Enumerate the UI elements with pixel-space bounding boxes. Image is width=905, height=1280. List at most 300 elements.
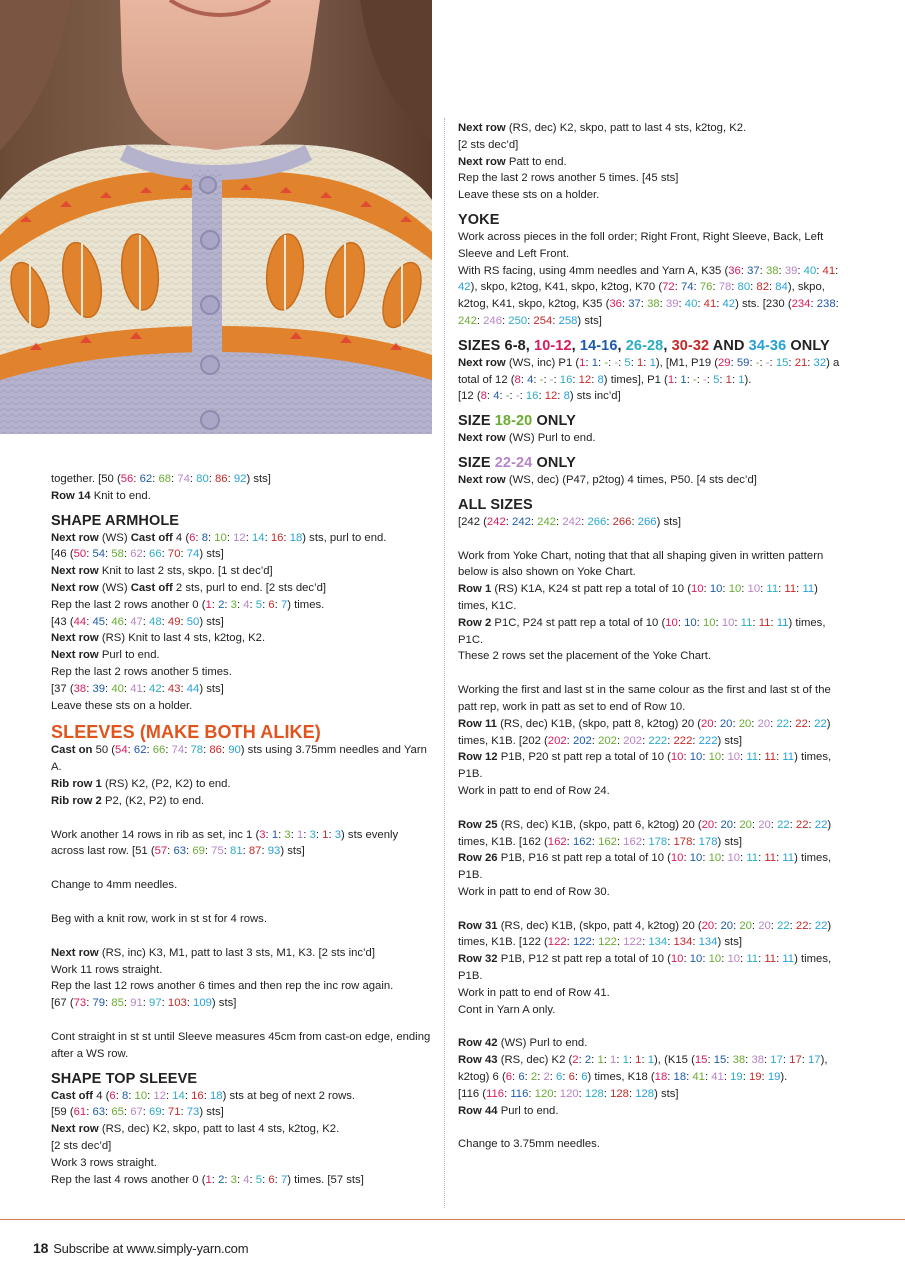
- size-value: 246: [483, 314, 502, 327]
- text-run: :: [686, 373, 693, 386]
- size-value: 242: [486, 515, 506, 528]
- size-value: 11: [802, 583, 815, 596]
- size-value: 39: [92, 682, 106, 695]
- size-value: 11: [758, 616, 771, 629]
- pattern-paragraph: [458, 154, 842, 171]
- size-value: 2: [572, 1054, 579, 1067]
- text-run: :: [721, 751, 728, 764]
- pattern-paragraph: [458, 1002, 842, 1019]
- size-value: 91: [130, 997, 143, 1010]
- size-value: 222: [673, 734, 693, 747]
- text-run: :: [778, 583, 785, 596]
- size-value: 18: [673, 1071, 687, 1084]
- size-value: 1: [205, 598, 212, 611]
- size-value: 65: [111, 1106, 124, 1119]
- text-run: :: [591, 734, 599, 747]
- text-run: :: [171, 473, 178, 485]
- size-value: 258: [558, 314, 578, 327]
- text-run: :: [715, 616, 722, 629]
- text-run: :: [142, 682, 150, 695]
- text-run: ) times, K1B. [122 (: [458, 919, 832, 949]
- text-run: ) times, K1C.: [458, 583, 818, 612]
- text-run: :: [562, 1071, 569, 1084]
- text-run: :: [165, 1089, 173, 1102]
- text-run: [43 (: [51, 615, 74, 628]
- size-value: 26-28: [625, 337, 664, 354]
- text-run: Work from Yoke Chart, noting that that all shaping given in written pattern below is also shown on Yoke Chart.: [458, 549, 824, 579]
- text-run: :: [640, 298, 648, 311]
- pattern-paragraph: [51, 827, 433, 861]
- text-run: :: [782, 1054, 790, 1067]
- text-run: :: [667, 1071, 674, 1084]
- size-value: 62: [130, 548, 143, 561]
- size-value: 71: [167, 1106, 181, 1119]
- text-run: (RS) K1A, K24 st patt rep a total of 10 (: [491, 583, 691, 596]
- row-label: Row 44: [458, 1104, 498, 1117]
- size-value: 178: [698, 835, 718, 848]
- text-run: :: [835, 264, 839, 277]
- size-value: 20: [701, 919, 715, 932]
- size-value: 10-12: [534, 337, 572, 354]
- size-value: 122: [623, 936, 643, 949]
- size-value: 5: [713, 373, 720, 386]
- size-value: 90: [228, 744, 241, 757]
- size-value: -: [515, 390, 520, 403]
- paragraph-gap: [51, 810, 433, 827]
- pattern-paragraph: [51, 793, 433, 810]
- size-value: 1: [610, 1054, 617, 1067]
- pattern-paragraph: [458, 170, 842, 187]
- text-run: ) times, P1C.: [458, 616, 826, 646]
- pattern-paragraph: [458, 263, 842, 330]
- text-run: :: [816, 264, 823, 277]
- size-value: 82: [756, 281, 769, 294]
- size-value: 11: [746, 852, 759, 865]
- text-run: :: [702, 852, 709, 865]
- text-run: :: [249, 598, 256, 611]
- text-run: :: [105, 615, 112, 628]
- text-run: :: [242, 845, 249, 858]
- size-value: 11: [746, 751, 759, 764]
- text-run: :: [776, 751, 783, 764]
- text-run: :: [278, 828, 285, 841]
- size-value: 242: [562, 515, 582, 528]
- text-run: :: [603, 1087, 611, 1100]
- text-run: :: [703, 583, 710, 596]
- text-run: Work in patt to end of Row 41.: [458, 986, 610, 999]
- text-run: :: [195, 531, 202, 544]
- text-run: :: [692, 936, 699, 949]
- size-value: 14-16: [579, 337, 618, 354]
- text-run: :: [702, 953, 709, 966]
- text-run: ) sts]: [717, 835, 742, 848]
- size-value: 6: [556, 1071, 563, 1084]
- text-run: :: [504, 1087, 511, 1100]
- pattern-paragraph: [51, 877, 433, 894]
- text-run: :: [722, 583, 729, 596]
- text-run: :: [740, 264, 748, 277]
- text-run: :: [486, 390, 494, 403]
- size-value: 11: [764, 953, 777, 966]
- text-run: :: [713, 717, 720, 730]
- size-value: 1: [725, 373, 732, 386]
- text-run: :: [207, 531, 215, 544]
- size-value: 15: [694, 1054, 708, 1067]
- size-value: 134: [648, 936, 668, 949]
- size-value: 66: [149, 548, 162, 561]
- size-value: 41: [703, 298, 717, 311]
- text-run: :: [789, 818, 796, 831]
- text-run: Work 3 rows straight.: [51, 1156, 157, 1169]
- pattern-paragraph: [458, 514, 842, 531]
- size-value: 222: [648, 734, 668, 747]
- size-value: 41: [822, 264, 836, 277]
- text-run: ) times, K1B. [202 (: [458, 717, 831, 747]
- size-value: 3: [259, 828, 266, 841]
- text-run: (RS) K2, (P2, K2) to end.: [101, 777, 231, 790]
- size-value: 22: [814, 818, 828, 831]
- text-run: :: [142, 548, 150, 561]
- size-value: 10: [134, 1089, 148, 1102]
- text-run: :: [810, 298, 817, 311]
- size-value: 128: [610, 1087, 629, 1100]
- text-run: :: [165, 744, 172, 757]
- text-run: [46 (: [51, 548, 74, 561]
- size-value: 15: [713, 1054, 727, 1067]
- pattern-paragraph: [51, 647, 433, 664]
- pattern-paragraph: [51, 742, 433, 776]
- size-value: 10: [670, 852, 684, 865]
- size-value: 10: [727, 953, 741, 966]
- text-run: ) sts evenly across last row. [51 (: [51, 828, 399, 858]
- size-value: 39: [665, 298, 679, 311]
- size-value: 16: [525, 390, 539, 403]
- size-value: 6: [568, 1071, 575, 1084]
- section-heading: SLEEVES (MAKE BOTH ALIKE): [51, 722, 321, 743]
- size-value: 1: [738, 373, 745, 386]
- text-run: :: [770, 818, 778, 831]
- text-run: :: [692, 734, 699, 747]
- size-value: 22: [777, 919, 790, 932]
- size-value: 8: [201, 531, 208, 544]
- text-run: :: [509, 390, 516, 403]
- text-run: :: [719, 373, 726, 386]
- row-label: Next row: [51, 632, 99, 645]
- size-value: -: [692, 373, 697, 386]
- size-value: 50: [73, 548, 87, 561]
- size-value: 11: [782, 751, 795, 764]
- text-run: :: [180, 615, 187, 628]
- text-run: :: [761, 1071, 768, 1084]
- text-run: :: [123, 1106, 131, 1119]
- text-run: :: [142, 615, 150, 628]
- size-value: 12: [233, 531, 246, 544]
- pattern-paragraph: [458, 1052, 842, 1086]
- section-heading: ALL SIZES: [458, 496, 533, 513]
- text-run: [116 (: [458, 1087, 487, 1100]
- size-value: 19: [748, 1071, 762, 1084]
- pattern-paragraph: [51, 664, 433, 681]
- size-value: 36: [609, 298, 622, 311]
- text-run: :: [184, 1089, 192, 1102]
- text-run: 50 (: [92, 744, 116, 757]
- size-value: 37: [747, 264, 760, 277]
- size-value: 97: [149, 997, 162, 1010]
- size-value: 10: [670, 751, 684, 764]
- text-run: :: [186, 845, 193, 858]
- pattern-paragraph: [458, 1086, 842, 1103]
- size-value: 11: [776, 616, 789, 629]
- size-value: 10: [708, 852, 722, 865]
- text-run: :: [776, 953, 783, 966]
- text-run: (RS, dec) K2, skpo, patt to last 4 sts, k2tog, K2.: [98, 1123, 340, 1136]
- text-run: :: [566, 734, 573, 747]
- text-run: :: [499, 390, 506, 403]
- pattern-paragraph: [51, 580, 433, 597]
- text-run: :: [731, 281, 738, 294]
- size-value: 79: [92, 997, 106, 1010]
- text-run: :: [750, 281, 757, 294]
- text-run: ) sts. [230 (: [735, 298, 792, 311]
- text-run: :: [249, 1173, 256, 1186]
- size-value: 38: [73, 682, 87, 695]
- size-value: 1: [296, 828, 304, 841]
- text-run: :: [578, 1087, 585, 1100]
- size-value: 202: [547, 734, 567, 747]
- text-run: ).: [780, 1071, 788, 1084]
- text-run: :: [552, 314, 559, 327]
- size-value: 10: [214, 531, 227, 544]
- text-run: :: [759, 356, 766, 369]
- text-run: :: [549, 1071, 557, 1084]
- text-run: :: [274, 598, 281, 611]
- size-value: 63: [173, 845, 187, 858]
- size-value: 6: [518, 1071, 525, 1084]
- size-value: 7: [280, 1173, 288, 1186]
- paragraph-gap: [51, 860, 433, 877]
- text-run: [242 (: [458, 515, 487, 528]
- text-run: :: [758, 852, 765, 865]
- text-run: :: [751, 717, 758, 730]
- text-run: :: [591, 936, 599, 949]
- size-value: 74: [186, 548, 200, 561]
- text-run: :: [764, 1054, 771, 1067]
- text-run: ) sts]: [654, 1087, 679, 1100]
- text-run: :: [659, 298, 666, 311]
- text-run: :: [789, 717, 796, 730]
- text-run: :: [630, 356, 637, 369]
- section-heading: SHAPE ARMHOLE: [51, 512, 180, 529]
- row-label: Next row: [51, 1123, 99, 1136]
- size-value: 15: [775, 356, 789, 369]
- size-value: 162: [572, 835, 592, 848]
- text-run: :: [721, 953, 728, 966]
- size-value: 4: [527, 373, 534, 386]
- text-run: ) times, P1B.: [458, 953, 832, 983]
- text-run: :: [758, 953, 765, 966]
- pattern-paragraph: [51, 563, 433, 580]
- size-value: 70: [167, 548, 181, 561]
- text-run: Work across pieces in the foll order; Right Front, Right Sleeve, Back, Left Sleeve and Left Front.: [458, 230, 824, 260]
- page-number: 18: [33, 1240, 49, 1256]
- text-run: :: [245, 531, 252, 544]
- text-run: :: [553, 373, 560, 386]
- size-value: 54: [115, 744, 128, 757]
- pattern-paragraph: [458, 187, 842, 204]
- size-value: 32: [813, 356, 827, 369]
- left-column: [51, 471, 433, 1188]
- size-value: 250: [508, 314, 528, 327]
- size-value: 67: [130, 1106, 143, 1119]
- size-value: 22: [777, 818, 790, 831]
- pattern-paragraph: [51, 630, 433, 647]
- row-label: Next row: [51, 531, 99, 544]
- size-value: 69: [192, 845, 205, 858]
- text-run: :: [621, 298, 629, 311]
- pattern-paragraph: [458, 884, 842, 901]
- text-run: ) sts inc’d]: [569, 390, 621, 403]
- text-run: :: [616, 734, 624, 747]
- text-run: :: [769, 356, 776, 369]
- size-value: 38: [732, 1054, 746, 1067]
- row-label: Cast on: [51, 744, 93, 757]
- pattern-paragraph: [51, 488, 433, 505]
- subscribe-text: Subscribe at www.simply-yarn.com: [53, 1241, 249, 1256]
- size-value: 29: [718, 356, 731, 369]
- size-value: 1: [649, 356, 656, 369]
- pattern-paragraph: [458, 783, 842, 800]
- size-value: -: [765, 356, 770, 369]
- row-label: Row 31: [458, 919, 498, 932]
- paragraph-gap: [51, 1012, 433, 1029]
- text-run: :: [618, 356, 625, 369]
- size-value: 1: [667, 373, 675, 386]
- row-label: Next row: [458, 432, 506, 445]
- pattern-paragraph: [458, 749, 842, 783]
- text-run: :: [203, 744, 210, 757]
- size-value: 14: [172, 1089, 185, 1102]
- text-run: :: [726, 1054, 733, 1067]
- size-value: 122: [572, 936, 592, 949]
- size-value: 1: [635, 1054, 642, 1067]
- size-value: 20: [701, 717, 714, 730]
- pattern-paragraph: [458, 615, 842, 649]
- text-run: SIZE: [458, 454, 495, 471]
- text-run: :: [731, 373, 739, 386]
- size-value: 48: [149, 615, 162, 628]
- pattern-paragraph: [458, 918, 842, 952]
- size-value: 80: [196, 473, 209, 485]
- text-run: (WS, inc) P1 (: [505, 356, 580, 369]
- size-value: 49: [167, 615, 181, 628]
- size-value: 10: [709, 583, 723, 596]
- text-run: 4 (: [93, 1089, 110, 1102]
- text-run: :: [223, 845, 231, 858]
- size-value: 6: [505, 1071, 513, 1084]
- text-run: :: [180, 682, 187, 695]
- text-run: ONLY: [532, 454, 576, 471]
- size-value: 10: [689, 751, 703, 764]
- size-value: 12: [153, 1089, 166, 1102]
- size-value: 3: [230, 598, 237, 611]
- text-run: [59 (: [51, 1106, 74, 1119]
- text-run: :: [224, 598, 231, 611]
- text-run: :: [697, 298, 704, 311]
- text-run: :: [631, 515, 638, 528]
- size-value: 20: [739, 919, 752, 932]
- text-run: :: [591, 373, 598, 386]
- row-label: Row 2: [458, 616, 492, 629]
- text-run: :: [574, 1071, 582, 1084]
- text-run: :: [528, 1087, 535, 1100]
- size-value: 10: [708, 751, 722, 764]
- text-run: (RS, dec) K1B, (skpo, patt 6, k2tog) 20 (: [497, 818, 702, 831]
- size-value: 122: [598, 936, 617, 949]
- text-run: (RS) Knit to last 4 sts, k2tog, K2.: [98, 632, 266, 645]
- text-run: Rep the last 12 rows another 6 times and then rep the inc row again.: [51, 980, 394, 993]
- text-run: Knit to end.: [90, 489, 151, 502]
- size-value: 78: [190, 744, 204, 757]
- size-value: 38: [765, 264, 779, 277]
- size-value: 11: [746, 953, 759, 966]
- size-value: 74: [171, 744, 185, 757]
- text-run: :: [303, 828, 310, 841]
- row-label: Row 11: [458, 717, 497, 730]
- pattern-paragraph: [458, 648, 842, 665]
- size-value: 76: [699, 281, 713, 294]
- size-value: 42: [722, 298, 736, 311]
- size-value: 20: [758, 919, 771, 932]
- text-run: ), skpo, k2tog, K41, skpo, k2tog, K70 (: [470, 281, 663, 294]
- pattern-paragraph: [51, 1172, 433, 1189]
- text-run: :: [591, 835, 599, 848]
- text-run: :: [123, 615, 131, 628]
- size-value: 20: [720, 919, 734, 932]
- text-run: (RS, dec) K2 (: [497, 1054, 573, 1067]
- size-value: 1: [271, 828, 279, 841]
- row-label: Next row: [458, 122, 506, 134]
- text-run: Knit to last 2 sts, skpo. [1 st dec’d]: [98, 565, 273, 578]
- pattern-paragraph: [51, 1155, 433, 1172]
- pattern-paragraph: [51, 1121, 433, 1138]
- pattern-paragraph: [458, 1136, 842, 1153]
- text-run: :: [86, 615, 93, 628]
- size-value: 73: [73, 997, 87, 1010]
- text-run: :: [502, 314, 509, 327]
- text-run: :: [123, 997, 131, 1010]
- text-run: :: [203, 1089, 210, 1102]
- text-run: :: [585, 356, 592, 369]
- size-value: 18-20: [494, 413, 533, 430]
- text-run: :: [505, 515, 513, 528]
- size-value: 20: [757, 717, 771, 730]
- text-run: :: [740, 852, 747, 865]
- pattern-paragraph: [458, 137, 842, 154]
- size-value: 1: [597, 1054, 604, 1067]
- size-value: 40: [111, 682, 124, 695]
- text-run: :: [770, 616, 777, 629]
- text-run: ) times, K1B. [162 (: [458, 818, 832, 848]
- text-run: ) sts]: [199, 615, 224, 628]
- pattern-paragraph: [51, 978, 433, 995]
- text-run: :: [557, 390, 564, 403]
- size-value: 6: [268, 598, 275, 611]
- text-run: [12 (: [458, 390, 481, 403]
- size-value: 6: [109, 1089, 116, 1102]
- size-value: 19: [767, 1071, 781, 1084]
- size-value: 10: [721, 616, 735, 629]
- pattern-paragraph: [51, 962, 433, 979]
